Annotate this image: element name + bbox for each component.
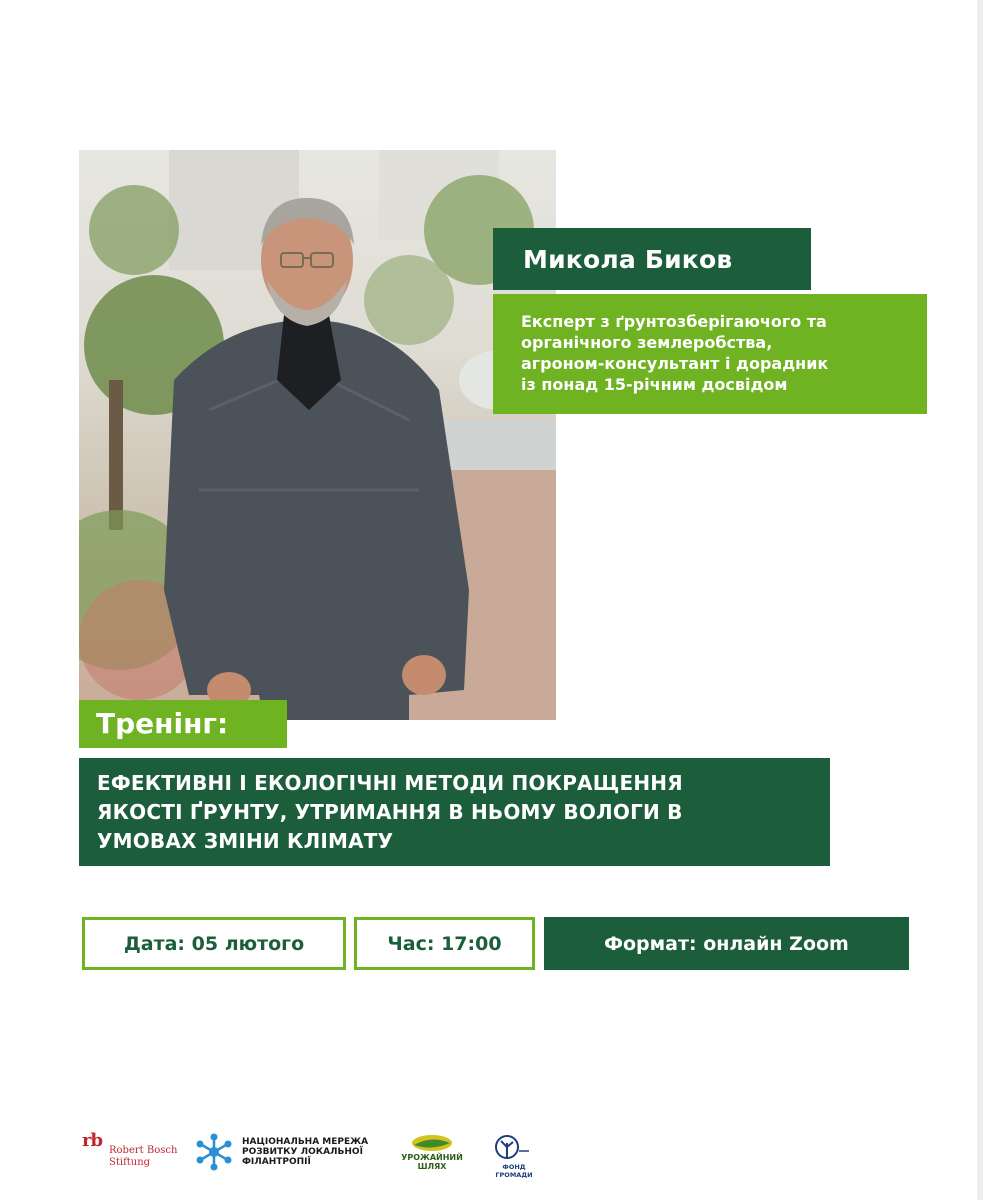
urozhainyi-shliakh-logo xyxy=(398,1133,466,1177)
tree-icon xyxy=(483,1133,545,1163)
field-icon xyxy=(398,1133,466,1153)
fond-text: ФОНД ГРОМАДИ xyxy=(495,1163,533,1179)
bosch-subname: Stiftung xyxy=(109,1157,151,1168)
date-text: Дата: 05 лютого xyxy=(123,932,305,955)
format-text: Формат: онлайн Zoom xyxy=(604,932,849,955)
speaker-photo xyxy=(79,150,556,720)
urozh-line: ШЛЯХ xyxy=(417,1162,447,1171)
event-title-line: ЕФЕКТИВНІ І ЕКОЛОГІЧНІ МЕТОДИ ПОКРАЩЕННЯ xyxy=(97,771,683,795)
event-type-text: Тренінг: xyxy=(96,707,229,740)
speaker-description xyxy=(493,294,927,414)
description-line: Експерт з ґрунтозберігаючого та xyxy=(521,312,827,331)
urozh-text xyxy=(398,1153,466,1171)
time-text: Час: 17:00 xyxy=(387,932,502,955)
community-fund-logo xyxy=(483,1133,545,1177)
bosch-mark: rb xyxy=(82,1130,103,1151)
description-line: органічного землеробства, xyxy=(521,333,773,352)
event-type-label xyxy=(79,700,287,748)
description-line: із понад 15-річним досвідом xyxy=(521,375,788,394)
speaker-name xyxy=(493,228,811,290)
date-badge xyxy=(82,917,346,970)
event-title-line: ЯКОСТІ ҐРУНТУ, УТРИМАННЯ В НЬОМУ ВОЛОГИ В xyxy=(97,800,683,824)
event-title xyxy=(79,758,830,866)
network-line: РОЗВИТКУ ЛОКАЛЬНОЇ xyxy=(242,1147,363,1157)
robert-bosch-logo xyxy=(82,1128,192,1170)
format-badge xyxy=(544,917,909,970)
page-edge xyxy=(977,0,983,1200)
urozh-line: УРОЖАЙНИЙ xyxy=(401,1153,463,1162)
event-title-line: УМОВАХ ЗМІНИ КЛІМАТУ xyxy=(97,829,394,853)
philanthropy-network-logo xyxy=(192,1132,397,1172)
speaker-name-text: Микола Биков xyxy=(523,244,733,274)
network-text xyxy=(242,1137,368,1167)
bosch-name: Robert Bosch xyxy=(109,1145,178,1156)
network-line: НАЦІОНАЛЬНА МЕРЕЖА xyxy=(242,1137,369,1147)
time-badge xyxy=(354,917,535,970)
network-line: ФІЛАНТРОПІЇ xyxy=(242,1157,311,1167)
description-line: агроном-консультант і дорадник xyxy=(521,354,829,373)
snowflake-icon xyxy=(192,1132,236,1172)
